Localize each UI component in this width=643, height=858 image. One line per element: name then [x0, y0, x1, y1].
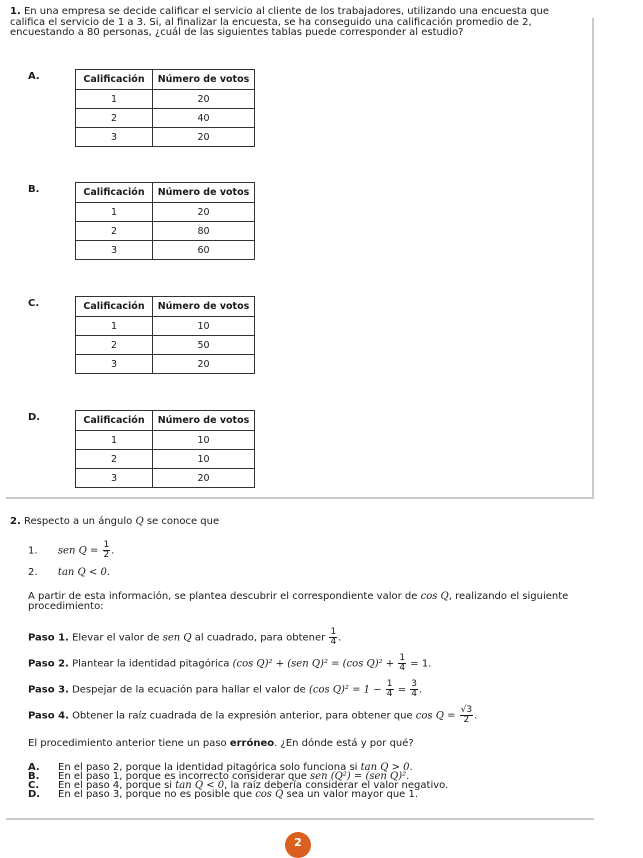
step-3-end: .: [419, 684, 423, 696]
question-1-number: 1.: [10, 6, 21, 17]
step-1-b: al cuadrado, para obtener: [194, 632, 326, 644]
header-calificacion: Calificación: [76, 411, 153, 431]
table-row: [76, 222, 255, 241]
condition-2-expr: tan Q < 0.: [57, 567, 110, 578]
answer-a-a: En el paso 2, porque la identidad pitagórica solo funciona si: [58, 762, 358, 773]
condition-1-number: 1.: [28, 545, 38, 557]
step-1-a: Elevar el valor de: [72, 632, 160, 644]
fraction-den: 4: [386, 689, 393, 699]
answer-d-text: [58, 790, 418, 800]
cell: 10: [153, 450, 255, 469]
prompt-b: . ¿En dónde está y por qué?: [274, 738, 414, 749]
table-header: [76, 70, 255, 90]
intro-text: Respecto a un ángulo: [23, 516, 133, 527]
para-a: A partir de esta información, se plantea descubrir el correspondiente valor de: [28, 591, 418, 602]
cell: 50: [153, 336, 255, 355]
fraction: [460, 706, 473, 725]
cell: 20: [153, 355, 255, 374]
cell: 1: [76, 317, 153, 336]
intro-end: se conoce que: [146, 516, 220, 527]
option-a-letter: A.: [28, 71, 40, 82]
fraction: [386, 680, 394, 699]
table-row: [76, 469, 255, 488]
option-b-table: [75, 182, 255, 260]
answer-b-b: .: [406, 771, 410, 782]
cell: 20: [153, 90, 255, 109]
page-number-badge: 2: [285, 832, 311, 858]
table-header: [76, 411, 255, 431]
cell: 20: [153, 128, 255, 147]
cell: 3: [76, 355, 153, 374]
header-calificacion: Calificación: [76, 183, 153, 203]
option-a-table: [75, 69, 255, 147]
cell: 80: [153, 222, 255, 241]
cell: 2: [76, 109, 153, 128]
cell: 1: [76, 203, 153, 222]
answer-c-expr: tan Q < 0: [175, 780, 225, 791]
step-4-a: Obtener la raíz cuadrada de la expresión anterior, para obtener que: [72, 710, 413, 722]
table-row: [76, 450, 255, 469]
step-3-a: Despejar de la ecuación para hallar el valor de: [72, 684, 306, 696]
fraction-num: 1: [399, 653, 406, 663]
fraction-num: √3: [460, 705, 473, 715]
answer-b-a: En el paso 1, porque es incorrecto considerar que: [58, 771, 307, 782]
fraction-den: 4: [411, 689, 418, 699]
fraction-num: 1: [330, 627, 337, 637]
step-3: [28, 680, 422, 699]
cell: 3: [76, 128, 153, 147]
condition-1-end: .: [111, 545, 115, 557]
cell: 60: [153, 241, 255, 260]
step-2-expr: (cos Q)² + (sen Q)² = (cos Q)² +: [232, 658, 395, 670]
table-row: [76, 336, 255, 355]
cell: 3: [76, 469, 153, 488]
option-d-letter: D.: [28, 412, 41, 423]
option-d-table: [75, 410, 255, 488]
step-1-var: sen Q: [162, 632, 192, 644]
header-calificacion: Calificación: [76, 297, 153, 317]
header-votos: Número de votos: [153, 183, 255, 203]
answer-a-letter: A.: [28, 762, 40, 773]
condition-2: [28, 567, 110, 579]
fraction: [410, 680, 418, 699]
cell: 3: [76, 241, 153, 260]
step-4-end: .: [474, 710, 478, 722]
cell: 2: [76, 222, 153, 241]
fraction-den: 2: [463, 715, 470, 725]
cell: 2: [76, 336, 153, 355]
prompt-a: El procedimiento anterior tiene un paso: [28, 738, 227, 749]
table-row: [76, 90, 255, 109]
answer-a-b: .: [409, 762, 413, 773]
cell: 2: [76, 450, 153, 469]
step-4: [28, 706, 477, 725]
header-votos: Número de votos: [153, 411, 255, 431]
fraction-num: 1: [103, 540, 110, 550]
step-1-end: .: [338, 632, 342, 644]
question-2-intro: [10, 516, 219, 527]
para-b: , realizando el siguiente procedimiento:: [28, 591, 569, 612]
divider-q1: [6, 497, 594, 499]
question-1-statement: En una empresa se decide calificar el servicio al cliente de los trabajadores, utilizando una encuesta que califica el servicio de 1 a 3. Si, al finalizar la encuesta, se ha conseguido una calificación promedio de 2, encuestando a 80 personas, ¿cuál de las siguientes tablas puede corresponder al estudio?: [10, 6, 549, 38]
answer-d-letter: D.: [28, 789, 41, 800]
cell: 1: [76, 431, 153, 450]
answer-d-expr: cos Q: [255, 789, 284, 800]
answer-c-a: En el paso 4, porque si: [58, 780, 173, 791]
step-3-label: Paso 3.: [28, 684, 69, 696]
answer-d-a: En el paso 3, porque no es posible que: [58, 789, 252, 800]
step-3-eq: =: [397, 684, 407, 696]
table-row: [76, 241, 255, 260]
table-row: [76, 128, 255, 147]
option-c-table: [75, 296, 255, 374]
option-b-letter: B.: [28, 184, 40, 195]
step-4-expr: cos Q =: [415, 710, 456, 722]
cell: 20: [153, 203, 255, 222]
answer-b-letter: B.: [28, 771, 40, 782]
table-row: [76, 109, 255, 128]
answer-c-letter: C.: [28, 780, 40, 791]
intro-var: Q: [135, 516, 144, 527]
answer-a-expr: tan Q > 0: [360, 762, 410, 773]
step-4-label: Paso 4.: [28, 710, 69, 722]
para-var: cos Q: [420, 591, 449, 602]
cell: 40: [153, 109, 255, 128]
condition-2-number: 2.: [28, 567, 38, 578]
table-header: [76, 297, 255, 317]
step-2: [28, 654, 431, 673]
header-calificacion: Calificación: [76, 70, 153, 90]
table-row: [76, 203, 255, 222]
step-2-a: Plantear la identidad pitagórica: [72, 658, 230, 670]
fraction: [329, 628, 337, 647]
table-row: [76, 431, 255, 450]
cell: 10: [153, 317, 255, 336]
table-row: [76, 317, 255, 336]
header-votos: Número de votos: [153, 297, 255, 317]
cell: 20: [153, 469, 255, 488]
option-c-letter: C.: [28, 298, 40, 309]
divider-q2: [6, 818, 594, 820]
answer-b-expr: sen (Q²) = (sen Q)²: [310, 771, 407, 782]
step-2-end: = 1.: [410, 658, 432, 670]
answer-c-b: , la raíz debería considerar el valor negativo.: [224, 780, 449, 791]
fraction: [398, 654, 406, 673]
prompt-bold: erróneo: [229, 738, 275, 749]
step-3-expr: (cos Q)² = 1 −: [308, 684, 382, 696]
step-1: [28, 628, 341, 647]
step-1-label: Paso 1.: [28, 632, 69, 644]
procedure-intro: [28, 592, 588, 612]
fraction-den: 4: [399, 663, 406, 673]
cell: 1: [76, 90, 153, 109]
fraction-num: 3: [411, 679, 418, 689]
step-2-label: Paso 2.: [28, 658, 69, 670]
condition-1: [28, 541, 114, 560]
table-header: [76, 183, 255, 203]
cell: 10: [153, 431, 255, 450]
fraction-den: 2: [103, 550, 110, 560]
fraction-den: 4: [330, 637, 337, 647]
question-2-prompt: [28, 738, 414, 750]
fraction-num: 1: [386, 679, 393, 689]
question-2-number: 2.: [10, 516, 21, 527]
table-row: [76, 355, 255, 374]
header-votos: Número de votos: [153, 70, 255, 90]
fraction: [103, 541, 111, 560]
question-1-text: [10, 7, 586, 39]
condition-1-expr: sen Q =: [57, 545, 99, 557]
right-border-q1: [592, 18, 594, 498]
answer-d-b: sea un valor mayor que 1.: [286, 789, 419, 800]
